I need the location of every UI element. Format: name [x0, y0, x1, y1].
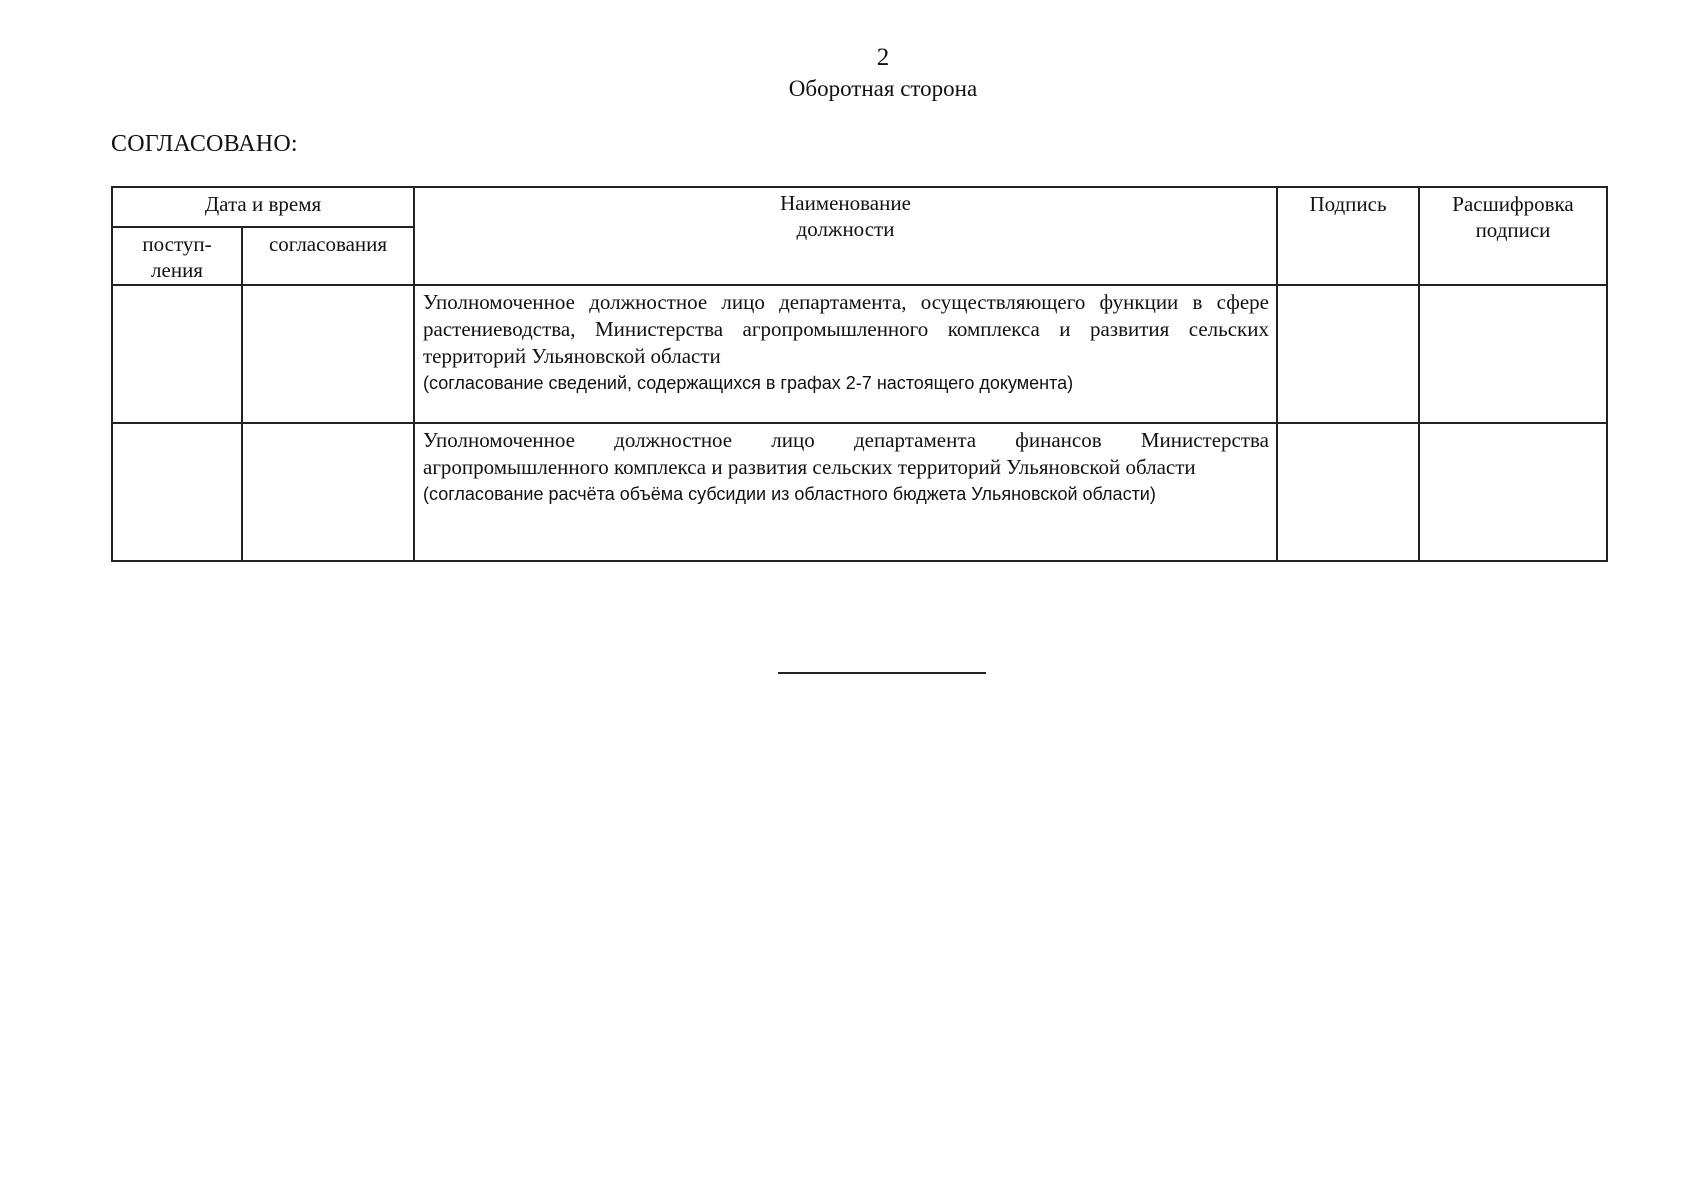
signature-cell: [1277, 423, 1419, 561]
signature-cell: [1277, 285, 1419, 423]
table-row: [112, 285, 1607, 423]
header-signature-decoding: [1419, 187, 1607, 285]
position-title: Уполномоченное должностное лицо департамента финансов Министерства агропромышленного комплекса и развития сельских территорий Ульяновской области: [423, 428, 1269, 479]
page-subtitle: Оборотная сторона: [788, 76, 978, 101]
approved-cell: [242, 423, 414, 561]
received-cell: [112, 285, 242, 423]
header-position-name: [414, 187, 1277, 285]
position-note: (согласование сведений, содержащихся в графах 2-7 настоящего документа): [423, 373, 1074, 393]
position-title: Уполномоченное должностное лицо департамента, осуществляющего функции в сфере растениеводства, Министерства агропромышленного комплекса и развития сельских территорий Ульяновской области: [423, 290, 1269, 368]
page-number: 2: [876, 44, 890, 71]
position-note: (согласование расчёта объёма субсидии из областного бюджета Ульяновской области): [423, 484, 1156, 504]
header-received: [112, 227, 242, 285]
header-date-time: Дата и время: [112, 187, 414, 227]
signature-decoding-cell: [1419, 285, 1607, 423]
header-approved: согласования: [242, 227, 414, 285]
signature-decoding-cell: [1419, 423, 1607, 561]
agreed-heading: СОГЛАСОВАНО:: [111, 131, 298, 157]
header-signature-decoding-text: Расшифровка подписи: [1452, 192, 1574, 242]
closing-line: [778, 672, 986, 674]
approved-cell: [242, 285, 414, 423]
position-cell: [414, 423, 1277, 561]
position-cell: [414, 285, 1277, 423]
header-signature: Подпись: [1277, 187, 1419, 285]
received-cell: [112, 423, 242, 561]
header-received-text: поступ- ления: [142, 232, 212, 282]
table-row: [112, 423, 1607, 561]
approval-table: [111, 186, 1608, 562]
header-position-name-text: Наименование должности: [780, 191, 911, 241]
